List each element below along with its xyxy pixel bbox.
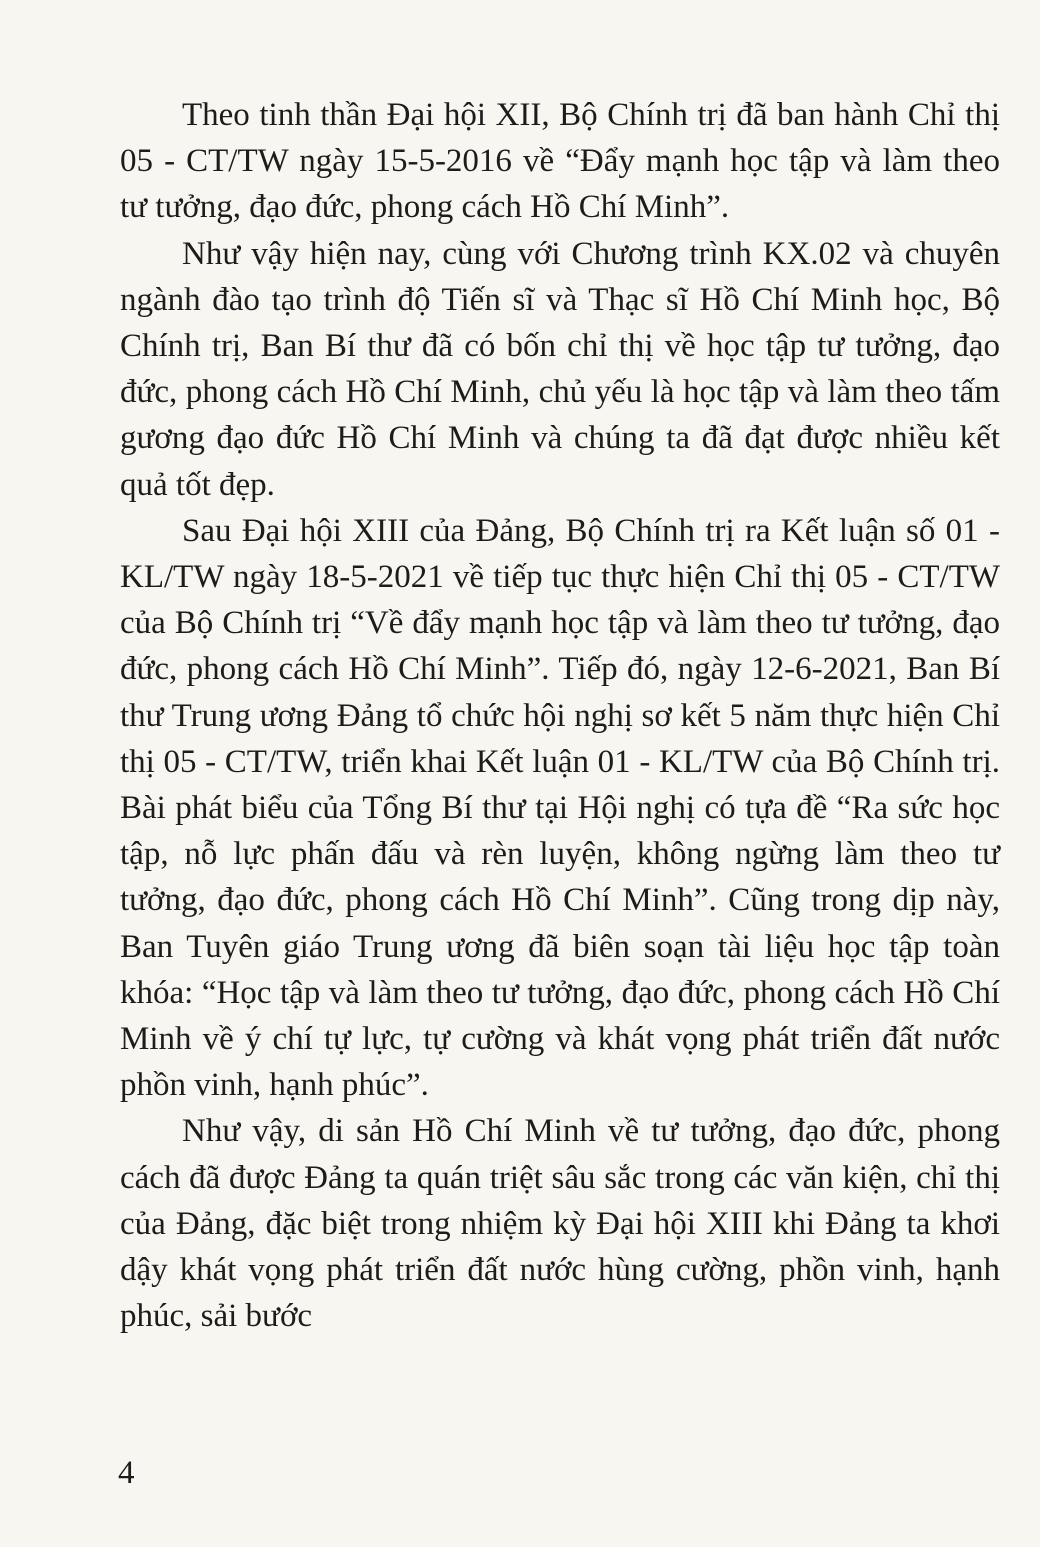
page-number: 4 <box>118 1455 135 1491</box>
paragraph: Theo tinh thần Đại hội XII, Bộ Chính trị đã ban hành Chỉ thị 05 - CT/TW ngày 15-5-2016 về “Đẩy mạnh học tập và làm theo tư tưởng, đạo đức, phong cách Hồ Chí Minh”. <box>120 97 1000 226</box>
paragraph: Như vậy, di sản Hồ Chí Minh về tư tưởng, đạo đức, phong cách đã được Đảng ta quán triệt sâu sắc trong các văn kiện, chỉ thị của Đảng, đặc biệt trong nhiệm kỳ Đại hội XIII khi Đảng ta khơi dậy khát vọng phát triển đất nước hùng cường, phồn vinh, hạnh phúc, sải bước <box>120 1113 1000 1335</box>
paragraph: Sau Đại hội XIII của Đảng, Bộ Chính trị ra Kết luận số 01 - KL/TW ngày 18-5-2021 về tiếp tục thực hiện Chỉ thị 05 - CT/TW của Bộ Chính trị “Về đẩy mạnh học tập và làm theo tư tưởng, đạo đức, phong cách Hồ Chí Minh”. Tiếp đó, ngày 12-6-2021, Ban Bí thư Trung ương Đảng tổ chức hội nghị sơ kết 5 năm thực hiện Chỉ thị 05 - CT/TW, triển khai Kết luận 01 - KL/TW của Bộ Chính trị. Bài phát biểu của Tổng Bí thư tại Hội nghị có tựa đề “Ra sức học tập, nỗ lực phấn đấu và rèn luyện, không ngừng làm theo tư tưởng, đạo đức, phong cách Hồ Chí Minh”. Cũng trong dịp này, Ban Tuyên giáo Trung ương đã biên soạn tài liệu học tập toàn khóa: “Học tập và làm theo tư tưởng, đạo đức, phong cách Hồ Chí Minh về ý chí tự lực, tự cường và khát vọng phát triển đất nước phồn vinh, hạnh phúc”. <box>120 512 1000 1104</box>
body-text <box>120 92 1000 1339</box>
paragraph: Như vậy hiện nay, cùng với Chương trình KX.02 và chuyên ngành đào tạo trình độ Tiến sĩ và Thạc sĩ Hồ Chí Minh học, Bộ Chính trị, Ban Bí thư đã có bốn chỉ thị về học tập tư tưởng, đạo đức, phong cách Hồ Chí Minh, chủ yếu là học tập và làm theo tấm gương đạo đức Hồ Chí Minh và chúng ta đã đạt được nhiều kết quả tốt đẹp. <box>120 235 1000 503</box>
